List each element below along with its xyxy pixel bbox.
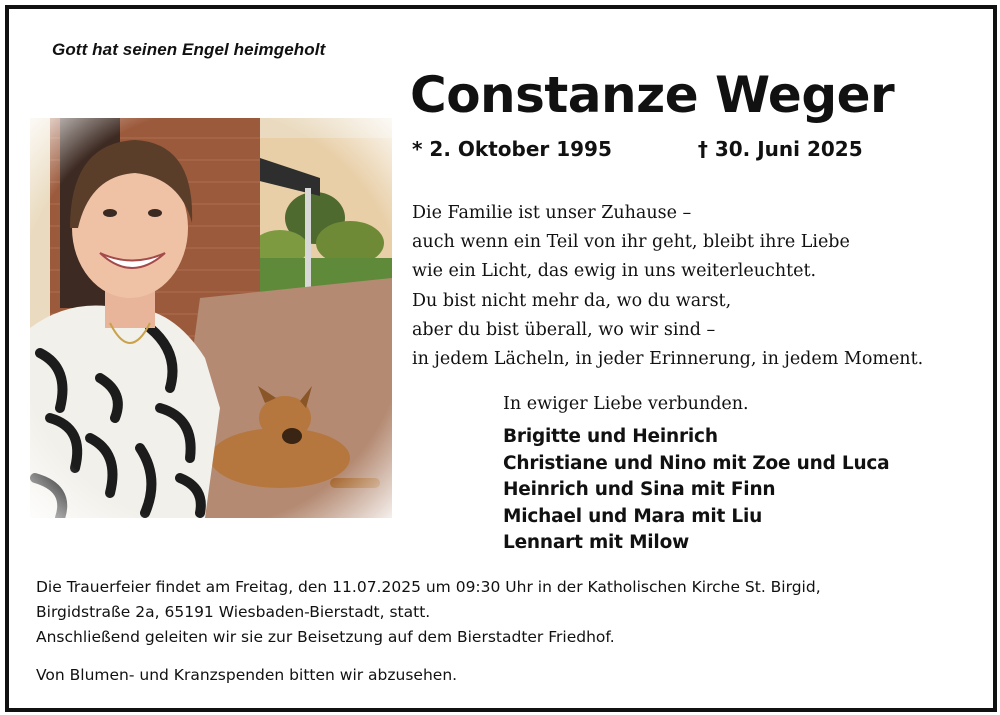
verse-line: auch wenn ein Teil von ihr geht, bleibt ihre Liebe — [412, 232, 850, 252]
family-member: Heinrich und Sina mit Finn — [503, 479, 776, 500]
verse-line: Die Familie ist unser Zuhause – — [412, 203, 692, 223]
portrait-illustration — [30, 118, 392, 518]
service-address: Birgidstraße 2a, 65191 Wiesbaden-Bierstadt, statt. — [36, 603, 431, 621]
service-info — [36, 575, 821, 688]
birth-date: * 2. Oktober 1995 — [412, 137, 612, 161]
family-member: Lennart mit Milow — [503, 532, 689, 553]
life-dates — [412, 137, 863, 161]
family-member: Brigitte und Heinrich — [503, 426, 718, 447]
deceased-name: Constanze Weger — [410, 66, 895, 124]
verse-line: in jedem Lächeln, in jeder Erinnerung, in jedem Moment. — [412, 349, 924, 369]
motto: Gott hat seinen Engel heimgeholt — [52, 40, 326, 59]
verse-line: wie ein Licht, das ewig in uns weiterleuchtet. — [412, 261, 817, 281]
family-member: Michael und Mara mit Liu — [503, 505, 763, 527]
family-intro: In ewiger Liebe verbunden. — [503, 394, 749, 414]
verse-stanza-1 — [412, 199, 850, 286]
burial-line: Anschließend geleiten wir sie zur Beisetzung auf dem Bierstadter Friedhof. — [36, 628, 615, 646]
portrait-photo — [30, 118, 392, 518]
verse-stanza-2 — [412, 287, 923, 374]
service-line: Die Trauerfeier findet am Freitag, den 11.07.2025 um 09:30 Uhr in der Katholischen Kirche St. Birgid, — [36, 578, 821, 596]
verse-line: aber du bist überall, wo wir sind – — [412, 320, 716, 340]
flowers-note: Von Blumen- und Kranzspenden bitten wir abzusehen. — [36, 666, 458, 684]
family-member: Christiane und Nino mit Zoe und Luca — [503, 452, 890, 474]
death-date: † 30. Juni 2025 — [697, 137, 863, 161]
family-signatures — [503, 390, 889, 557]
verse-line: Du bist nicht mehr da, wo du warst, — [412, 291, 732, 311]
